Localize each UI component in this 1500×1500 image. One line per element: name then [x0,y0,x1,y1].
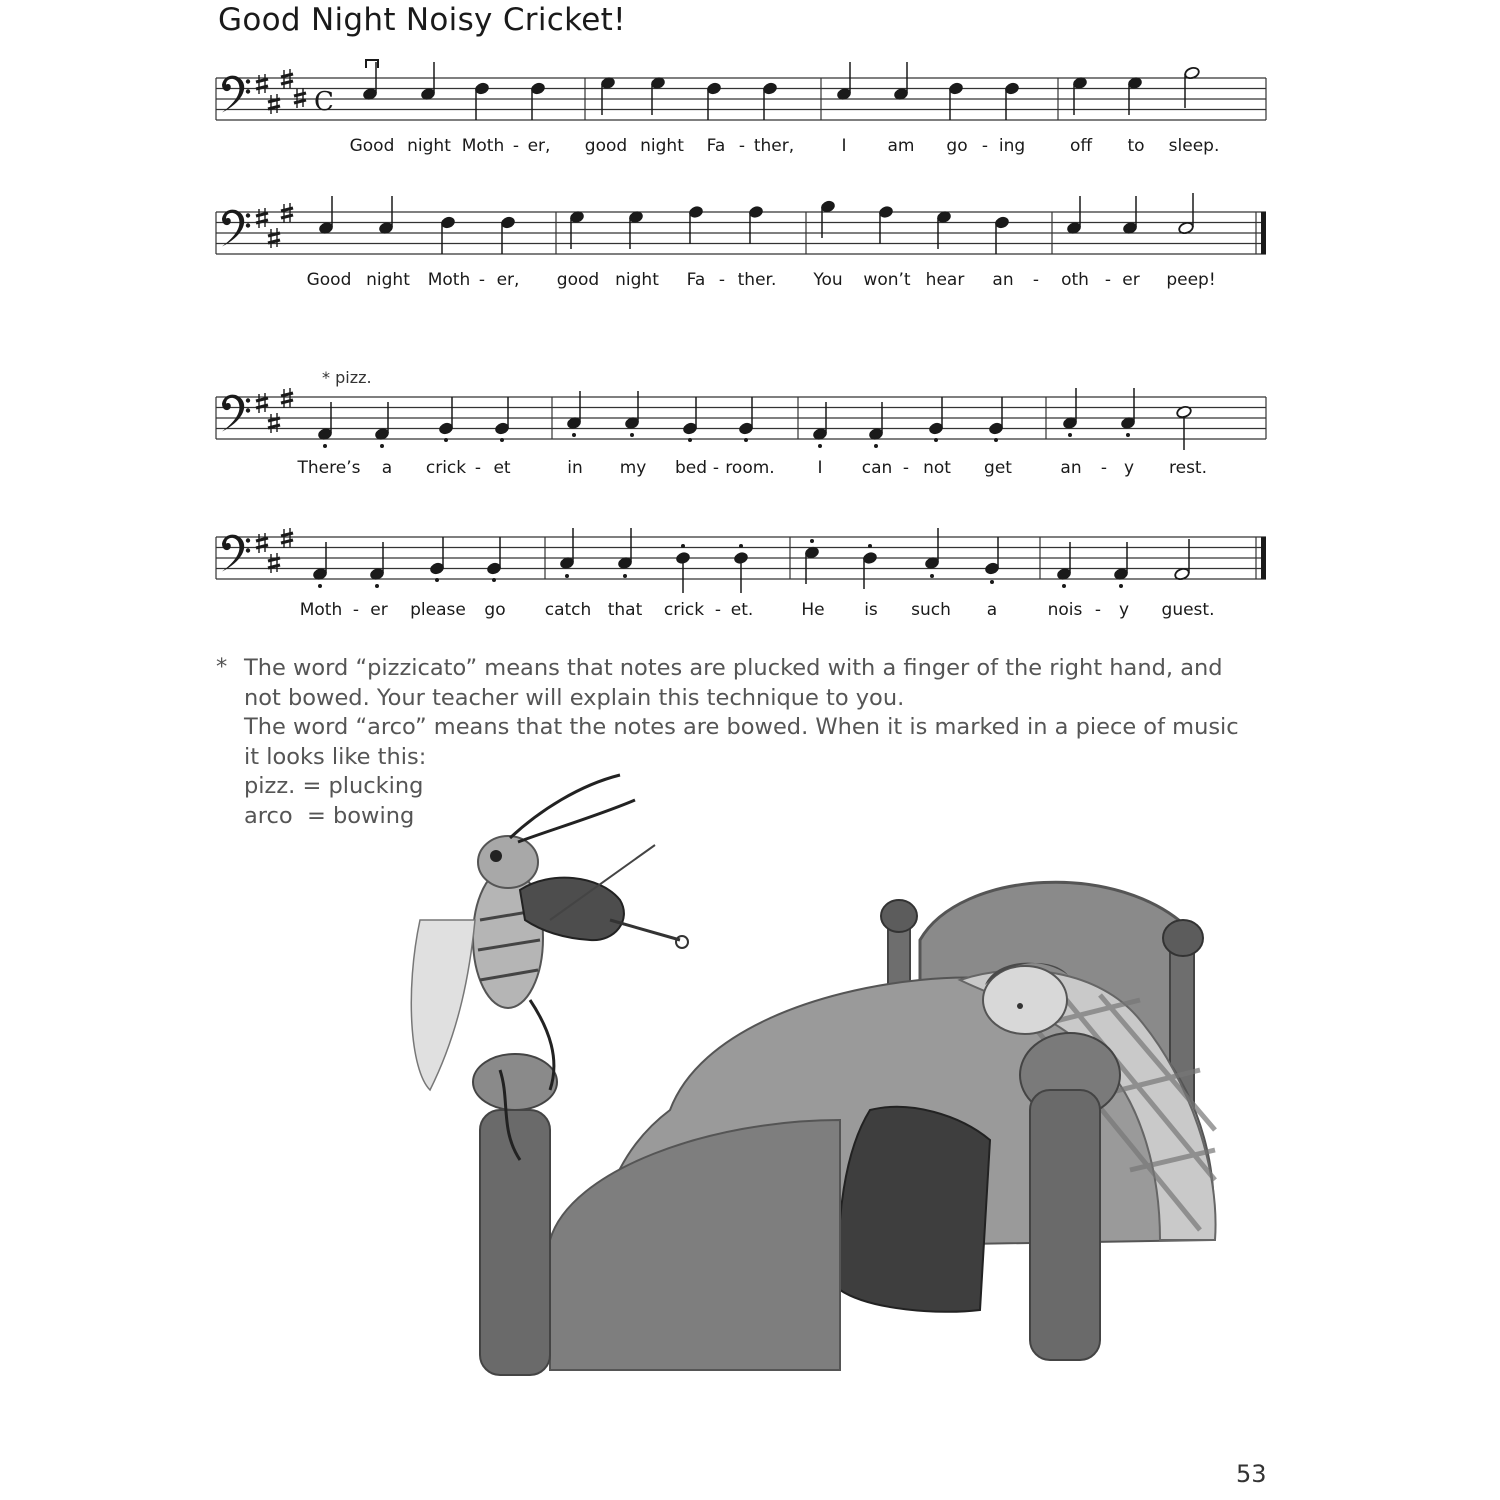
lyric: get [984,458,1012,478]
lyric: er [1122,270,1140,290]
lyric: peep! [1166,270,1216,290]
footnote-line: The word “arco” means that the notes are bowed. When it is marked in a piece of music [244,714,1239,740]
lyric: not [923,458,951,478]
lyric: Moth [299,600,343,620]
lyric: et [493,458,511,478]
lyric: rest. [1168,458,1208,478]
lyric: et. [730,600,754,620]
page-title: Good Night Noisy Cricket! [218,2,626,38]
lyric: Moth [427,270,471,290]
lyric: a [381,458,393,478]
lyric: er, [527,136,551,156]
lyric: er, [496,270,520,290]
footnote-asterisk: * [216,654,228,680]
footnote-line: pizz. = plucking [244,773,424,799]
lyric: - [352,600,360,620]
lyric: Fa [686,270,706,290]
footnote-line: arco = bowing [244,802,415,829]
lyric: my [619,458,647,478]
lyric: - [902,458,910,478]
lyric: ing [998,136,1026,156]
lyric: can [861,458,893,478]
lyric: nois [1047,600,1083,620]
lyric: y [1123,458,1135,478]
lyric: Good [306,270,352,290]
lyric: y [1118,600,1130,620]
footnote-line: it looks like this: [244,743,427,770]
lyric: bed [674,458,708,478]
pizz-marking: * pizz. [322,368,372,387]
lyric: er [370,600,388,620]
lyric: There’s [297,458,361,478]
lyric: - [1104,270,1112,290]
lyric: in [567,458,583,478]
footnote-line: not bowed. Your teacher will explain this technique to you. [244,684,905,711]
lyric: off [1069,136,1093,156]
lyric: go [946,136,968,156]
staff-system-4 [216,528,1266,593]
lyric: He [801,600,825,620]
lyric: - [714,600,722,620]
staff-system-1 [216,60,1266,120]
lyric: that [607,600,643,620]
lyric: night [640,136,684,156]
lyric: - [738,136,746,156]
lyric: - [718,270,726,290]
lyric: night [366,270,410,290]
lyric: crick [425,458,467,478]
lyric: I [817,458,823,478]
lyric: - [512,136,520,156]
lyric: - [1100,458,1108,478]
lyric: a [986,600,998,620]
lyric: am [887,136,915,156]
lyric: Moth [461,136,505,156]
lyric: Good [349,136,395,156]
svg-text:C: C [314,87,334,117]
lyric: Fa [706,136,726,156]
lyric: night [407,136,451,156]
lyric: an [992,270,1014,290]
lyric: - [712,458,720,478]
lyric: - [981,136,989,156]
lyric: such [911,600,951,620]
lyric: hear [925,270,965,290]
staff-system-3 [216,388,1266,450]
lyric: - [1094,600,1102,620]
illustration-cricket-bed [400,770,1230,1380]
lyric: an [1060,458,1082,478]
lyric: please [410,600,466,620]
lyric: oth [1061,270,1089,290]
lyric: good [584,136,628,156]
lyric: room. [725,458,775,478]
lyric: sleep. [1168,136,1220,156]
lyric: ther, [753,136,795,156]
lyric: catch [544,600,592,620]
lyric: - [478,270,486,290]
lyric: crick [663,600,705,620]
lyric: - [474,458,482,478]
lyric: go [484,600,506,620]
lyric: to [1127,136,1145,156]
lyric: night [615,270,659,290]
lyric: is [864,600,878,620]
footnote-line: The word “pizzicato” means that notes are plucked with a finger of the right hand, and [244,655,1223,681]
lyric: - [1032,270,1040,290]
lyric: won’t [863,270,911,290]
lyric: ther. [737,270,777,290]
page-number: 53 [1236,1460,1267,1488]
lyric: guest. [1161,600,1215,620]
staff-system-2 [216,193,1266,254]
lyric: You [813,270,843,290]
staccato-dots [323,433,1130,448]
lyric: good [556,270,600,290]
lyric: I [841,136,847,156]
